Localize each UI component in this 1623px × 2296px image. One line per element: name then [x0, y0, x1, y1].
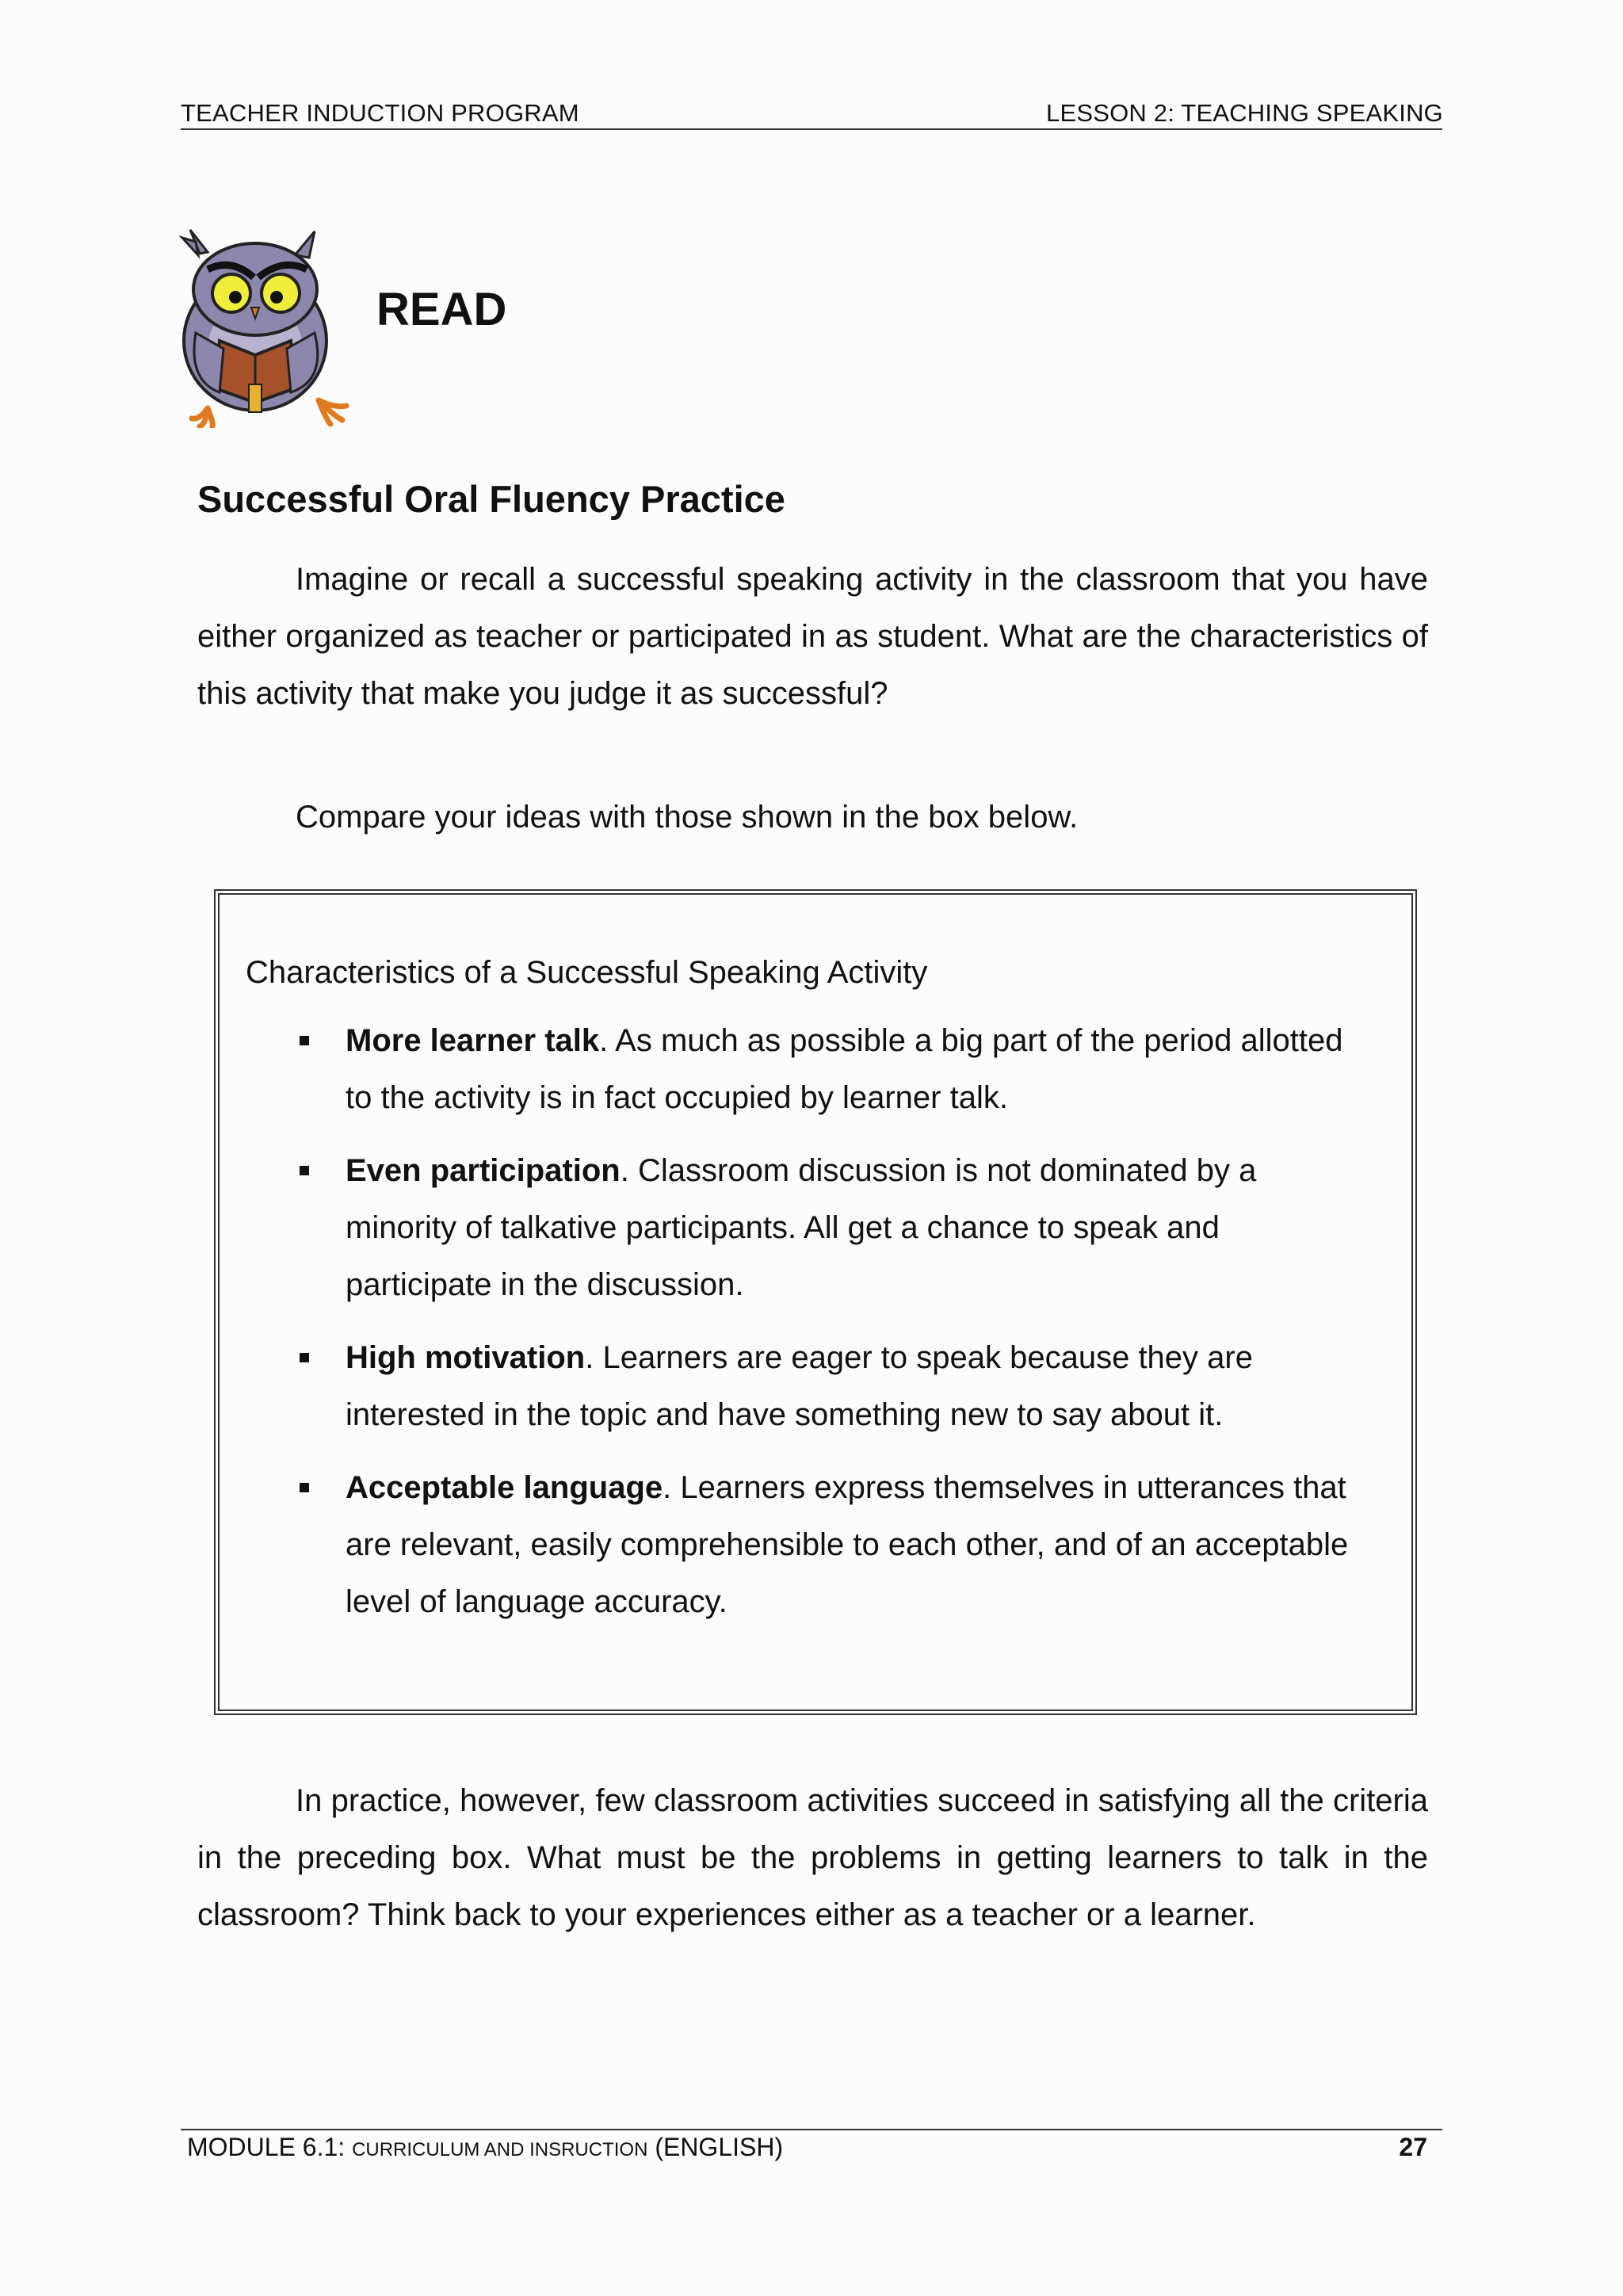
square-bullet-icon: [300, 1483, 309, 1492]
header-rule: [181, 128, 1442, 130]
footer-module-prefix: MODULE 6.1:: [187, 2133, 353, 2161]
square-bullet-icon: [300, 1036, 309, 1045]
list-item: [246, 1012, 1377, 1126]
footer-rule: [181, 2129, 1442, 2130]
characteristics-box: [214, 889, 1417, 1715]
square-bullet-icon: [300, 1166, 309, 1175]
item-term: Acceptable language: [346, 1470, 663, 1505]
square-bullet-icon: [300, 1353, 309, 1362]
item-term: High motivation: [346, 1340, 586, 1375]
owl-reading-book-icon: [176, 222, 370, 428]
item-text: . Learners are eager to speak because they are interested in the topic and have something new to say about it.: [346, 1340, 1253, 1432]
header-program-title: TEACHER INDUCTION PROGRAM: [181, 99, 579, 127]
read-label: READ: [376, 284, 507, 335]
footer-module: [187, 2133, 783, 2162]
section-title: Successful Oral Fluency Practice: [197, 478, 785, 520]
header-lesson-title: LESSON 2: TEACHING SPEAKING: [1046, 99, 1443, 127]
item-text: . Learners express themselves in utterances that are relevant, easily comprehensible to each other, and of an acceptable level of language accuracy.: [346, 1470, 1349, 1619]
page-number: 27: [1399, 2133, 1427, 2161]
item-text: . As much as possible a big part of the period allotted to the activity is in fact occupied by learner talk.: [346, 1023, 1343, 1115]
list-item: [246, 1329, 1377, 1443]
intro-paragraph: Imagine or recall a successful speaking activity in the classroom that you have either organized as teacher or participated in as student. What are the characteristics of this activity that make you judge it as successful?: [197, 562, 1428, 711]
compare-paragraph: Compare your ideas with those shown in the box below.: [296, 800, 1079, 835]
closing-paragraph: In practice, however, few classroom activities succeed in satisfying all the criteria in the preceding box. What must be the problems in getting learners to talk in the classroom? Think back to your experiences either as a teacher or a learner.: [197, 1783, 1428, 1932]
list-item: [246, 1459, 1377, 1630]
footer-module-suffix: (ENGLISH): [647, 2133, 784, 2161]
item-term: Even participation: [346, 1153, 621, 1188]
footer-module-name: CURRICULUM AND INSRUCTION: [352, 2139, 648, 2160]
list-item: [246, 1142, 1377, 1313]
characteristics-list: [246, 1012, 1377, 1630]
box-heading: Characteristics of a Successful Speaking Activity: [246, 955, 928, 990]
item-term: More learner talk: [346, 1023, 600, 1058]
item-text: . Classroom discussion is not dominated by a minority of talkative participants. All get a chance to speak and participate in the discussion.: [346, 1153, 1257, 1302]
